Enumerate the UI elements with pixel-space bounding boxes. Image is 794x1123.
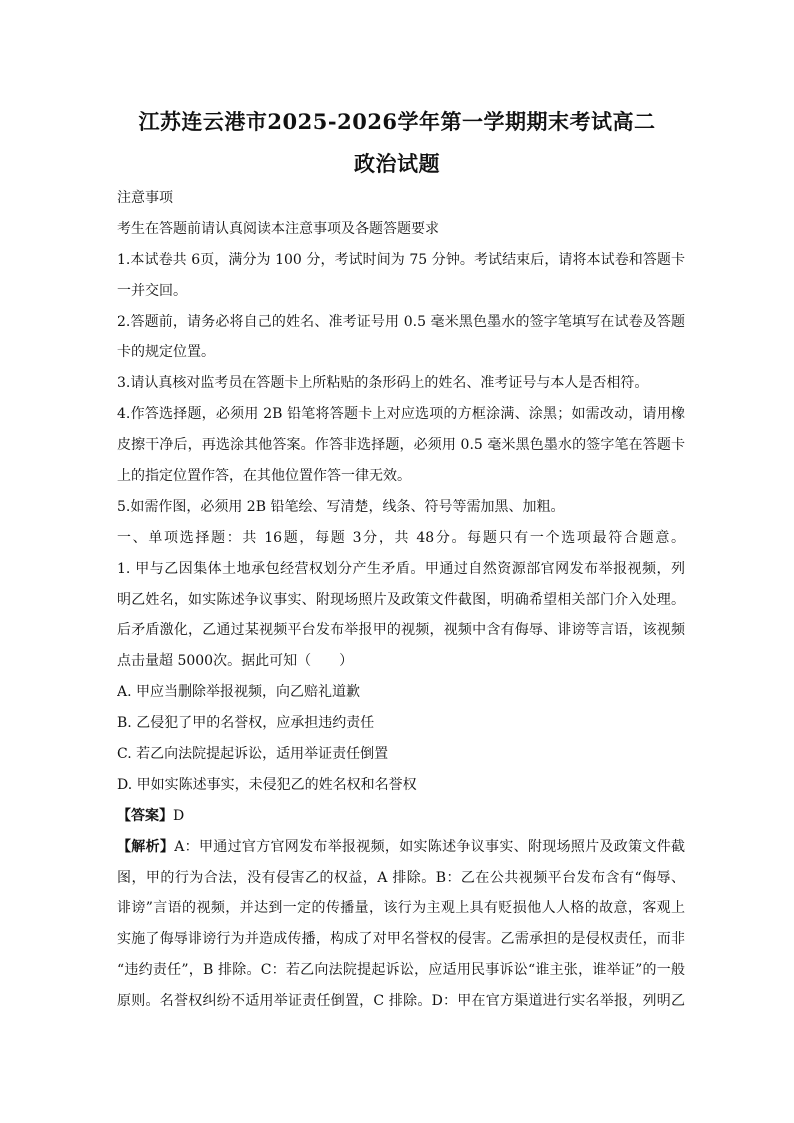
notice-line: 皮擦干净后，再选涂其他答案。作答非选择题，必须用 0.5 毫米黑色墨水的签字笔在答题卡	[117, 437, 685, 454]
option-a: A. 甲应当删除举报视频，向乙赔礼道歉	[117, 684, 361, 701]
notice-line: 5.如需作图，必须用 2B 铅笔绘、写清楚，线条、符号等需加黑、加粗。	[117, 498, 565, 515]
analysis-line: 原则。名誉权纠纷不适用举证责任倒置，C 排除。D：甲在官方渠道进行实名举报，列明乙	[117, 993, 685, 1010]
question-stem-line: 1. 甲与乙因集体土地承包经营权划分产生矛盾。甲通过自然资源部官网发布举报视频，列	[117, 560, 685, 577]
analysis-line: 诽谤”言语的视频，并达到一定的传播量，该行为主观上具有贬损他人人格的故意，客观上	[117, 900, 685, 917]
notice-line: 3.请认真核对监考员在答题卡上所粘贴的条形码上的姓名、准考证号与本人是否相符。	[117, 375, 649, 392]
exam-subject-title: 政治试题	[354, 151, 440, 176]
answer-value: D	[173, 807, 185, 824]
notice-line: 4.作答选择题，必须用 2B 铅笔将答题卡上对应选项的方框涂满、涂黑；如需改动，请用橡	[117, 406, 685, 423]
notice-intro: 考生在答题前请认真阅读本注意事项及各题答题要求	[117, 220, 439, 237]
option-c: C. 若乙向法院提起诉讼，适用举证责任倒置	[117, 746, 389, 763]
exam-body	[117, 183, 685, 1017]
section-heading: 一、单项选择题：共 16题，每题 3分，共 48分。每题只有一个选项最符合题意。	[117, 529, 685, 546]
option-b: B. 乙侵犯了甲的名誉权，应承担违约责任	[117, 715, 375, 732]
notice-line: 一并交回。	[117, 282, 187, 299]
analysis-line: 实施了侮辱诽谤行为并造成传播，构成了对甲名誉权的侵害。乙需承担的是侵权责任，而非	[117, 931, 685, 948]
analysis-text: A：甲通过官方官网发布举报视频，如实陈述争议事实、附现场照片及政策文件截	[174, 838, 685, 855]
question-stem-line: 明乙姓名，如实陈述争议事实、附现场照片及政策文件截图，明确希望相关部门介入处理。	[117, 591, 685, 608]
exam-title: 江苏连云港市2025-2026学年第一学期期末考试高二	[138, 109, 656, 134]
option-d: D. 甲如实陈述事实，未侵犯乙的姓名权和名誉权	[117, 776, 417, 793]
answer-line	[117, 801, 685, 832]
notice-line: 卡的规定位置。	[117, 344, 215, 361]
analysis-line	[117, 832, 685, 863]
analysis-line: 图，甲的行为合法，没有侵害乙的权益，A 排除。B：乙在公共视频平台发布含有“侮辱、	[117, 869, 685, 886]
question-stem-line: 后矛盾激化，乙通过某视频平台发布举报甲的视频，视频中含有侮辱、诽谤等言语，该视频	[117, 622, 685, 639]
notice-line: 2.答题前，请务必将自己的姓名、准考证号用 0.5 毫米黑色墨水的签字笔填写在试卷及答题	[117, 313, 685, 330]
notice-line: 上的指定位置作答，在其他位置作答一律无效。	[117, 468, 411, 485]
notice-heading: 注意事项	[117, 190, 173, 206]
analysis-line: “违约责任”，B 排除。C：若乙向法院提起诉讼，应适用民事诉讼“谁主张，谁举证”的一般	[117, 962, 685, 979]
notice-line: 1.本试卷共 6页，满分为 100 分，考试时间为 75 分钟。考试结束后，请将本试卷和答题卡	[117, 251, 685, 268]
answer-label: 【答案】	[117, 807, 173, 824]
question-stem-line: 点击量超 5000次。据此可知（ ）	[117, 653, 354, 670]
analysis-label: 【解析】	[117, 838, 175, 855]
